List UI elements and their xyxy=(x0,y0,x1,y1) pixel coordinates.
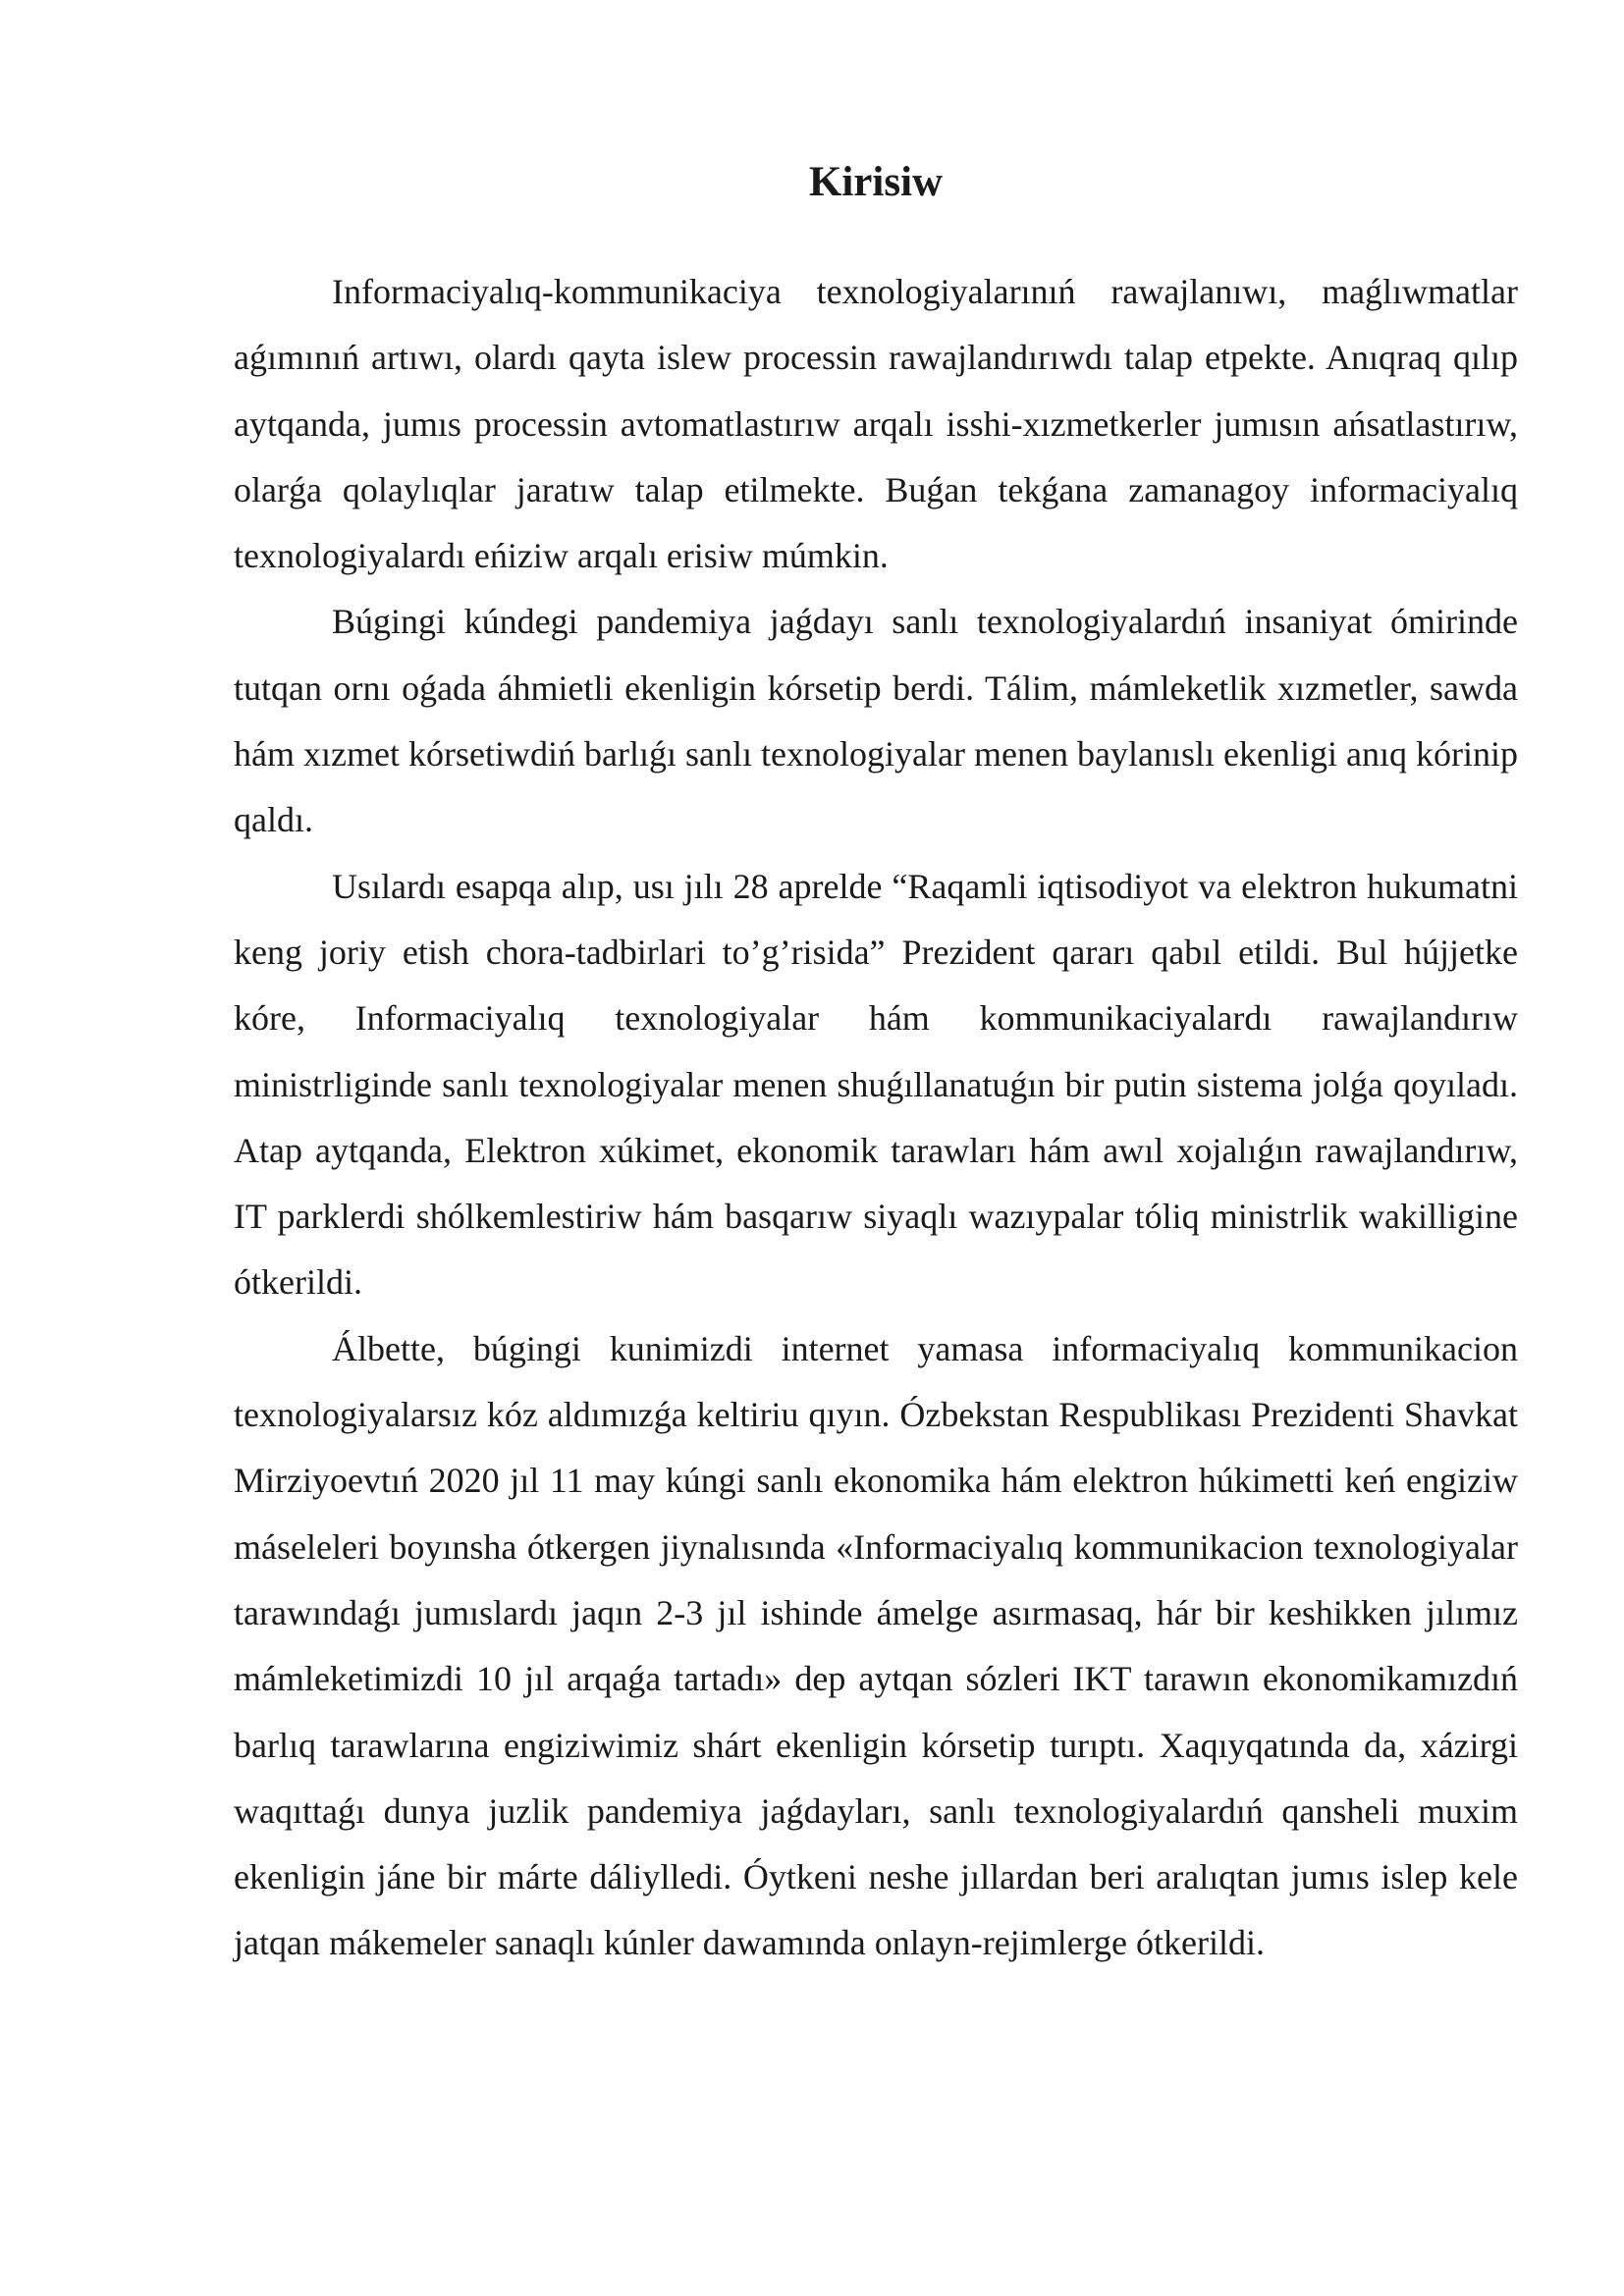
page-title: Kirisiw xyxy=(808,159,944,205)
paragraph-intro: Informaciyalıq-kommunikaciya texnologiyalarınıń rawajlanıwı, maǵlıwmatlar aǵımınıń artıwı, olardı qayta islew processin rawajlandırıwdı talap etpekte. Anıqraq qılıp aytqanda, jumıs processin avtomatlastırıw arqalı isshi-xızmetkerler jumısın ańsatlastırıw, olarǵa qolaylıqlar jaratıw talap etilmekte. Buǵan tekǵana zamanagoy informaciyalıq texnologiyalardı eńiziw arqalı erisiw múmkin. xyxy=(234,272,1518,576)
document-body xyxy=(234,147,1518,1977)
paragraph-decree: Usılardı esapqa alıp, usı jılı 28 aprelde “Raqamli iqtisodiyot va elektron hukumatni keng joriy etish chora-tadbirlari to’g’risida” Prezident qararı qabıl etildi. Bul hújjetke kóre, Informaciyalıq texnologiyalar hám kommunikaciyalardı rawajlandırıw ministrliginde sanlı texnologiyalar menen shuǵıllanatuǵın bir putin sistema jolǵa qoyıladı. Atap aytqanda, Elektron xúkimet, ekonomik tarawları hám awıl xojalıǵın rawajlandırıw, IT parklerdi shólkemlestiriw hám basqarıw siyaqlı wazıypalar tóliq ministrlik wakilligine ótkerildi. xyxy=(234,866,1518,1303)
paragraph-pandemic: Búgingi kúndegi pandemiya jaǵdayı sanlı texnologiyalardıń insaniyat ómirinde tutqan ornı oǵada áhmietli ekenligin kórsetip berdi. Tálim, mámleketlik xızmetler, sawda hám xızmet kórsetiwdiń barlıǵı sanlı texnologiyalar menen baylanıslı ekenligi anıq kórinip qaldı. xyxy=(234,602,1518,840)
paragraph-president: Álbette, búgingi kunimizdi internet yamasa informaciyalıq kommunikacion texnologiyalarsız kóz aldımızǵa keltiriu qıyın. Ózbekstan Respublikası Prezidenti Shavkat Mirziyoevtıń 2020 jıl 11 may kúngi sanlı ekonomika hám elektron húkimetti keń engiziw máseleleri boyınsha ótkergen jiynalısında «Informaciyalıq kommunikacion texnologiyalar tarawındaǵı jumıslardı jaqın 2-3 jıl ishinde ámelge asırmasaq, hár bir keshikken jılımız mámleketimizdi 10 jıl arqaǵa tartadı» dep aytqan sózleri IKT tarawın ekonomikamızdıń barlıq tarawlarına engiziwimiz shárt ekenligin kórsetip turıptı. Xaqıyqatında da, xázirgi waqıttaǵı dunya juzlik pandemiya jaǵdayları, sanlı texnologiyalardıń qansheli muxim ekenligin jáne bir márte dáliylledi. Óytkeni neshe jıllardan beri aralıqtan jumıs islep kele jatqan mákemeler sanaqlı kúnler dawamında onlayn-rejimlerge ótkerildi. xyxy=(234,1328,1518,1963)
